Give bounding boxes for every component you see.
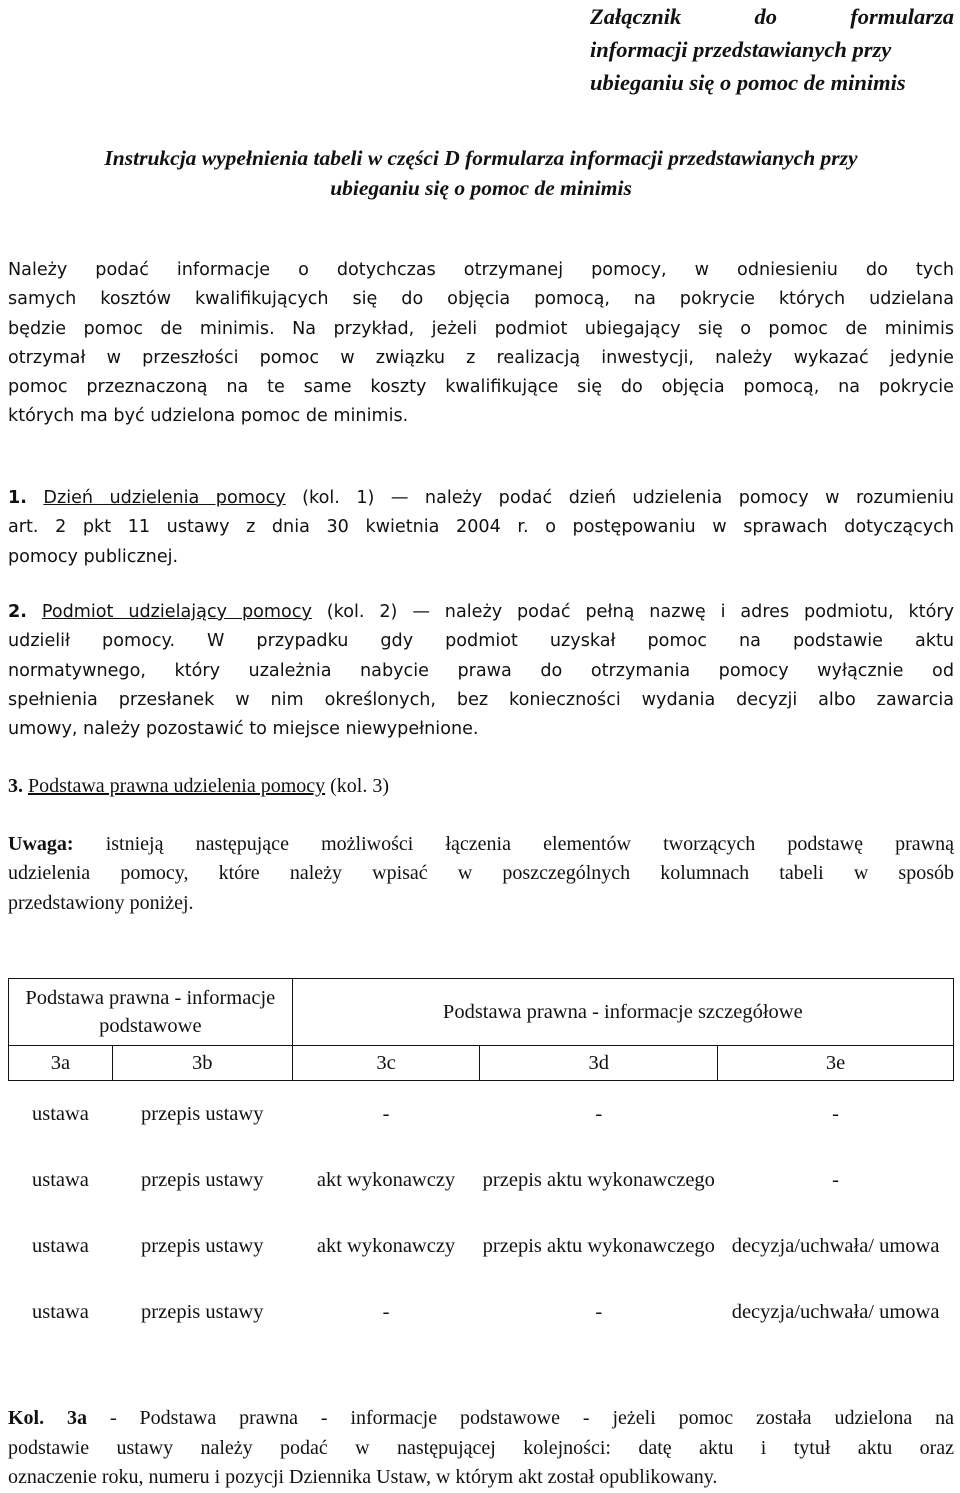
note-text: istnieją następujące możliwości łączenia elementów tworzących podstawę prawną	[73, 833, 954, 855]
table-cell: decyzja/uchwała/ umowa	[731, 1235, 940, 1257]
item-3-heading-line	[8, 772, 954, 801]
table-cell: ustawa	[31, 1103, 89, 1125]
table-header-detailed: Podstawa prawna - informacje szczegółowe	[292, 979, 953, 1046]
kol-3a-label: Kol.	[8, 1407, 45, 1429]
table-cell: przepis ustawy	[141, 1301, 264, 1323]
column-code: 3a	[9, 1046, 113, 1081]
note-label: Uwaga:	[8, 833, 74, 855]
note-paragraph	[8, 830, 954, 918]
table-row	[9, 1279, 954, 1345]
intro-line: Należy podać informacje o dotychczas otrzymanej pomocy, w odniesieniu do tych	[8, 260, 954, 280]
table-cell: -	[382, 1301, 390, 1323]
attachment-word-3: formularza	[850, 4, 954, 29]
attachment-line-2: informacji przedstawianych przy	[590, 37, 892, 62]
table-cell: decyzja/uchwała/ umowa	[731, 1301, 940, 1323]
item-2-line-5: umowy, należy pozostawić to miejsce niewypełnione.	[8, 719, 479, 740]
table-cell: ustawa	[31, 1169, 89, 1191]
table-cell: przepis ustawy	[141, 1103, 264, 1125]
column-code: 3e	[718, 1046, 954, 1081]
note-line-3: przedstawiony poniżej.	[8, 891, 194, 914]
table-header-basic: Podstawa prawna - informacje podstawowe	[9, 979, 293, 1046]
item-2-line-3: normatywnego, który uzależnia nabycie prawa do otrzymania pomocy wyłącznie od	[8, 660, 954, 681]
kol-3a-line-2: podstawie ustawy należy podać w następującej kolejności: datę aktu i tytuł aktu oraz	[8, 1436, 954, 1459]
kol-3a-line-3: oznaczenie roku, numeru i pozycji Dziennika Ustaw, w którym akt został opublikowany.	[8, 1466, 718, 1488]
table-cell: przepis ustawy	[141, 1235, 264, 1257]
item-3-number: 3.	[8, 775, 23, 797]
legal-basis-table	[8, 978, 954, 1345]
item-2-number: 2.	[8, 602, 27, 622]
item-3-text: (kol. 3)	[325, 775, 390, 797]
table-row	[9, 1213, 954, 1279]
item-2-text: (kol. 2) — należy podać pełną nazwę i adres podmiotu, który	[311, 602, 954, 622]
title-line-1: Instrukcja wypełnienia tabeli w części D formularza informacji przedstawianych przy	[104, 146, 858, 170]
intro-paragraph	[8, 256, 954, 432]
attachment-word-1: Załącznik	[590, 4, 682, 29]
note-line-2: udzielenia pomocy, które należy wpisać w poszczególnych kolumnach tabeli w sposób	[8, 862, 954, 885]
table-cell: -	[595, 1301, 603, 1323]
kol-3a-text: - Podstawa prawna - informacje podstawowe - jeżeli pomoc została udzielona na	[87, 1407, 955, 1429]
attachment-word-2: do	[754, 4, 777, 29]
item-2-line-4: spełnienia przesłanek w nim określonych, bez konieczności wydania decyzji albo zawarcia	[8, 689, 954, 710]
item-1-heading: Dzień udzielenia pomocy	[43, 488, 286, 508]
intro-line: pomoc przeznaczoną na te same koszty kwalifikujące się do objęcia pomocą, na pokrycie	[8, 377, 954, 398]
table-cell: -	[382, 1103, 390, 1125]
intro-line: będzie pomoc de minimis. Na przykład, jeżeli podmiot ubiegający się o pomoc de minimis	[8, 318, 954, 339]
kol-3a-paragraph	[8, 1404, 954, 1493]
table-cell: -	[832, 1103, 839, 1125]
table-cell: -	[832, 1169, 839, 1191]
item-1-text: (kol. 1) — należy podać dzień udzielenia pomocy w rozumieniu	[285, 488, 954, 508]
item-1-line-2: art. 2 pkt 11 ustawy z dnia 30 kwietnia 2004 r. o postępowaniu w sprawach dotyczących	[8, 517, 954, 538]
item-1-paragraph	[8, 484, 954, 572]
attachment-line-3: ubieganiu się o pomoc de minimis	[590, 70, 906, 95]
table-cell: przepis aktu wykonawczego	[482, 1235, 715, 1257]
attachment-header	[590, 0, 954, 99]
intro-line: samych kosztów kwalifikujących się do objęcia pomocą, na pokrycie których udzielana	[8, 289, 954, 310]
table-cell: ustawa	[31, 1235, 89, 1257]
intro-line: otrzymał w przeszłości pomoc w związku z realizacją inwestycji, należy wykazać jedynie	[8, 347, 954, 368]
title-line-2: ubieganiu się o pomoc de minimis	[330, 176, 632, 200]
column-code: 3b	[112, 1046, 292, 1081]
table-cell: przepis ustawy	[141, 1169, 264, 1191]
table-row	[9, 1147, 954, 1213]
item-2-line-2: udzielił pomocy. W przypadku gdy podmiot uzyskał pomoc na podstawie aktu	[8, 631, 954, 652]
item-1-line-3: pomocy publicznej.	[8, 546, 179, 567]
table-cell: -	[595, 1103, 603, 1125]
column-code: 3c	[292, 1046, 480, 1081]
table-cell: przepis aktu wykonawczego	[482, 1169, 715, 1191]
item-2-paragraph	[8, 598, 954, 744]
item-3-heading: Podstawa prawna udzielenia pomocy	[28, 775, 326, 797]
kol-3a-code: 3a	[67, 1407, 88, 1429]
table-cell: ustawa	[31, 1301, 89, 1323]
item-1-number: 1.	[8, 488, 27, 508]
table-row	[9, 1081, 954, 1148]
document-title	[8, 143, 954, 203]
table-cell: akt wykonawczy	[316, 1169, 456, 1191]
column-code: 3d	[480, 1046, 718, 1081]
table-cell: akt wykonawczy	[316, 1235, 456, 1257]
item-2-heading: Podmiot udzielający pomocy	[41, 602, 312, 622]
intro-line: których ma być udzielona pomoc de minimis.	[8, 406, 409, 427]
